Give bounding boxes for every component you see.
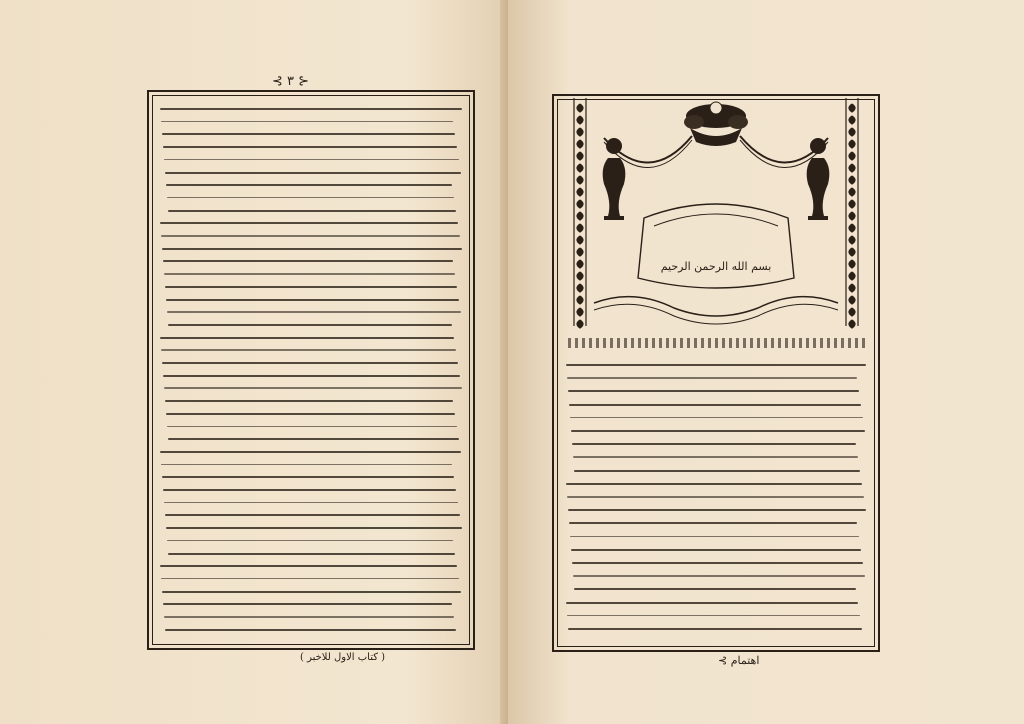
leaf-icon	[849, 212, 855, 220]
leaf-icon	[849, 152, 855, 160]
script-line	[160, 337, 454, 339]
leaf-icon	[577, 188, 583, 196]
script-line	[162, 248, 462, 250]
scrollwork-base-icon	[594, 297, 838, 324]
script-line	[168, 324, 452, 326]
leaf-icon	[577, 176, 583, 184]
script-line	[162, 362, 458, 364]
script-line	[568, 390, 859, 392]
leaf-icon	[577, 152, 583, 160]
script-line	[162, 133, 455, 135]
script-line	[166, 527, 462, 529]
script-line	[164, 616, 454, 618]
script-line	[168, 553, 455, 555]
page-number: ٣	[287, 74, 295, 89]
script-line	[573, 575, 865, 577]
leaf-icon	[577, 236, 583, 244]
left-vase-icon	[603, 138, 626, 220]
script-line	[566, 602, 858, 604]
script-line	[571, 549, 861, 551]
script-line	[163, 260, 453, 262]
script-line	[160, 565, 457, 567]
leaf-icon	[577, 308, 583, 316]
catchword-ornament-icon: ⊰	[718, 654, 728, 667]
left-text-body	[160, 102, 462, 638]
script-line	[570, 417, 863, 419]
script-line	[162, 476, 454, 478]
script-line	[161, 349, 456, 351]
script-line	[567, 615, 860, 617]
leaf-icon	[577, 128, 583, 136]
right-vase-icon	[807, 138, 830, 220]
leaf-icon	[577, 224, 583, 232]
script-line	[163, 489, 456, 491]
script-line	[163, 603, 452, 605]
leaf-icon	[849, 308, 855, 316]
script-line	[166, 184, 452, 186]
leaf-icon	[849, 272, 855, 280]
script-line	[164, 159, 459, 161]
script-line	[167, 540, 453, 542]
leaf-icon	[577, 272, 583, 280]
leaf-icon	[849, 296, 855, 304]
script-line	[166, 413, 455, 415]
script-line	[165, 286, 457, 288]
script-line	[168, 438, 459, 440]
script-line	[165, 172, 461, 174]
script-line	[568, 628, 862, 630]
leaf-icon	[849, 224, 855, 232]
script-line	[574, 470, 860, 472]
script-line	[164, 387, 462, 389]
script-line	[567, 377, 857, 379]
leaf-icon	[577, 248, 583, 256]
leaf-icon	[849, 104, 855, 112]
leaf-icon	[577, 140, 583, 148]
leaf-icon	[577, 212, 583, 220]
decorative-headpiece	[564, 98, 868, 338]
leaf-icon	[577, 164, 583, 172]
script-line	[566, 483, 862, 485]
script-line	[163, 146, 457, 148]
left-catchword: ( كتاب الاول للاخبر )	[300, 652, 386, 663]
leaf-icon	[577, 104, 583, 112]
right-floral-column-icon	[846, 98, 858, 328]
leaf-icon	[849, 284, 855, 292]
script-line	[161, 121, 453, 123]
script-line	[161, 464, 452, 466]
leaf-icon	[849, 128, 855, 136]
script-line	[161, 578, 459, 580]
script-line	[168, 210, 456, 212]
script-line	[569, 522, 857, 524]
headpiece-title: بسم الله الرحمن الرحيم	[660, 260, 772, 273]
leaf-icon	[849, 164, 855, 172]
script-line	[164, 502, 458, 504]
leaf-icon	[577, 116, 583, 124]
leaf-icon	[849, 200, 855, 208]
leaf-icon	[849, 248, 855, 256]
script-line	[568, 509, 866, 511]
leaf-icon	[577, 200, 583, 208]
leaf-icon	[849, 176, 855, 184]
page-number-header	[272, 74, 309, 89]
script-line	[165, 514, 460, 516]
script-line	[160, 451, 461, 453]
leaf-icon	[849, 320, 855, 328]
script-line	[167, 426, 457, 428]
script-line	[166, 299, 459, 301]
leaf-icon	[577, 296, 583, 304]
script-line	[167, 311, 461, 313]
script-line	[567, 496, 864, 498]
script-line	[163, 375, 460, 377]
flower-basket-icon	[684, 102, 748, 146]
script-line	[569, 404, 861, 406]
script-line	[570, 536, 859, 538]
script-line	[164, 273, 455, 275]
right-text-body	[566, 358, 866, 640]
script-line	[165, 400, 453, 402]
leaf-icon	[577, 260, 583, 268]
right-page	[508, 0, 1024, 724]
ornamental-band	[568, 338, 866, 348]
script-line	[161, 235, 460, 237]
script-line	[165, 629, 456, 631]
cartouche-icon	[638, 204, 794, 288]
script-line	[571, 430, 865, 432]
left-page	[0, 0, 508, 724]
left-floral-column-icon	[574, 98, 586, 328]
leaf-icon	[577, 320, 583, 328]
script-line	[160, 108, 462, 110]
right-catchword-text: اهتمام	[730, 654, 760, 667]
leaf-icon	[849, 260, 855, 268]
leaf-icon	[849, 188, 855, 196]
header-ornament-right: ⊱	[298, 74, 310, 89]
script-line	[162, 591, 461, 593]
script-line	[574, 588, 856, 590]
script-line	[573, 456, 858, 458]
script-line	[572, 562, 863, 564]
script-line	[566, 364, 866, 366]
leaf-icon	[849, 116, 855, 124]
script-line	[572, 443, 856, 445]
leaf-icon	[849, 140, 855, 148]
leaf-icon	[849, 236, 855, 244]
script-line	[160, 222, 458, 224]
script-line	[167, 197, 454, 199]
right-catchword	[718, 654, 759, 667]
header-ornament-left: ⊰	[272, 74, 283, 89]
leaf-icon	[577, 284, 583, 292]
